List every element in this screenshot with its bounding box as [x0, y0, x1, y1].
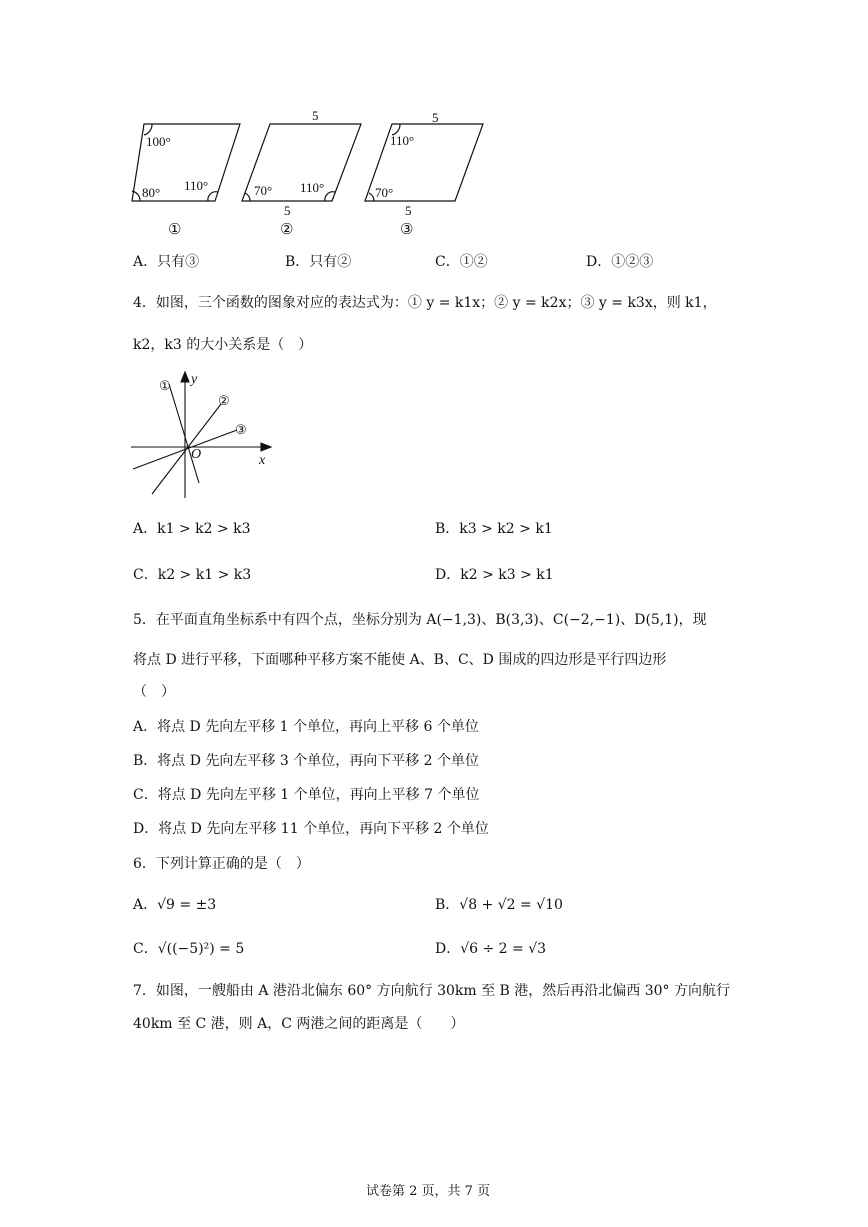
- q5-stem-line3: （ ）: [133, 684, 175, 700]
- q4-option-a: A．k1 > k2 > k3: [133, 521, 251, 537]
- q4-stem-line2: k2，k3 的大小关系是（ ）: [133, 337, 313, 353]
- q6-option-b: B．√8 + √2 = √10: [435, 897, 563, 913]
- q5-stem-line2: 将点 D 进行平移，下面哪种平移方案不能使 A、B、C、D 围成的四边形是平行四边形: [133, 652, 667, 668]
- q3-option-d: D．①②③: [586, 254, 654, 270]
- fig1-angle-br: 110°: [184, 178, 209, 193]
- q4-option-d: D．k2 > k3 > k1: [435, 567, 554, 583]
- fig2-label: ②: [280, 222, 294, 238]
- line-1: [169, 384, 202, 483]
- fig1-angle-top: 100°: [146, 134, 171, 149]
- q6-option-d: D．√6 ÷ 2 = √3: [435, 941, 547, 957]
- q4-label-3: ③: [235, 422, 247, 437]
- page-footer: 试卷第 2 页，共 7 页: [366, 1184, 491, 1199]
- q4-option-c: C．k2 > k1 > k3: [133, 567, 252, 583]
- q5-option-d: D．将点 D 先向左平移 11 个单位，再向下平移 2 个单位: [133, 821, 489, 837]
- fig3-top: 5: [432, 110, 439, 125]
- fig2-top: 5: [312, 108, 319, 123]
- fig3-bottom: 5: [405, 203, 412, 218]
- q5-option-a: A．将点 D 先向左平移 1 个单位，再向上平移 6 个单位: [133, 719, 479, 735]
- q7-stem-line1: 7．如图，一艘船由 A 港沿北偏东 60° 方向航行 30km 至 B 港，然后再沿北偏西 30° 方向航行: [133, 983, 731, 999]
- q3-option-c: C．①②: [435, 254, 488, 270]
- q3-option-b: B．只有②: [285, 254, 352, 270]
- q4-origin: O: [191, 447, 202, 462]
- q6-option-a: A．√9 = ±3: [133, 897, 217, 913]
- fig1-label: ①: [168, 222, 182, 238]
- q5-option-c: C．将点 D 先向左平移 1 个单位，再向上平移 7 个单位: [133, 787, 480, 803]
- q3-figures: [120, 105, 500, 240]
- fig2-bottom: 5: [284, 203, 291, 218]
- q4-label-1: ①: [159, 378, 171, 393]
- q3-option-a: A．只有③: [133, 254, 200, 270]
- q4-option-b: B．k3 > k2 > k1: [435, 521, 553, 537]
- q5-option-b: B．将点 D 先向左平移 3 个单位，再向下平移 2 个单位: [133, 753, 480, 769]
- fig2-angle-bl: 70°: [254, 183, 273, 198]
- fig1-angle-bl: 80°: [142, 185, 161, 200]
- q4-axis-x: x: [259, 453, 266, 468]
- fig2-angle-br: 110°: [300, 180, 325, 195]
- q5-stem-line1: 5．在平面直角坐标系中有四个点，坐标分别为 A(−1,3)、B(3,3)、C(−2,−1)、D(5,1)，现: [133, 612, 707, 628]
- q6-stem: 6．下列计算正确的是（ ）: [133, 856, 310, 872]
- q4-axis-y: y: [191, 372, 198, 387]
- fig3-label: ③: [400, 222, 414, 238]
- q4-label-2: ②: [218, 393, 230, 408]
- q6-option-c: C．√((−5)²) = 5: [133, 941, 245, 957]
- fig3-angle-top: 110°: [390, 133, 415, 148]
- fig3-angle-bl: 70°: [375, 185, 394, 200]
- q4-graph: [125, 368, 285, 503]
- q7-stem-line2: 40km 至 C 港，则 A，C 两港之间的距离是（ ）: [133, 1016, 465, 1032]
- q4-stem-line1: 4．如图，三个函数的图象对应的表达式为：① y = k1x；② y = k2x；③ y = k3x，则 k1，: [133, 295, 717, 311]
